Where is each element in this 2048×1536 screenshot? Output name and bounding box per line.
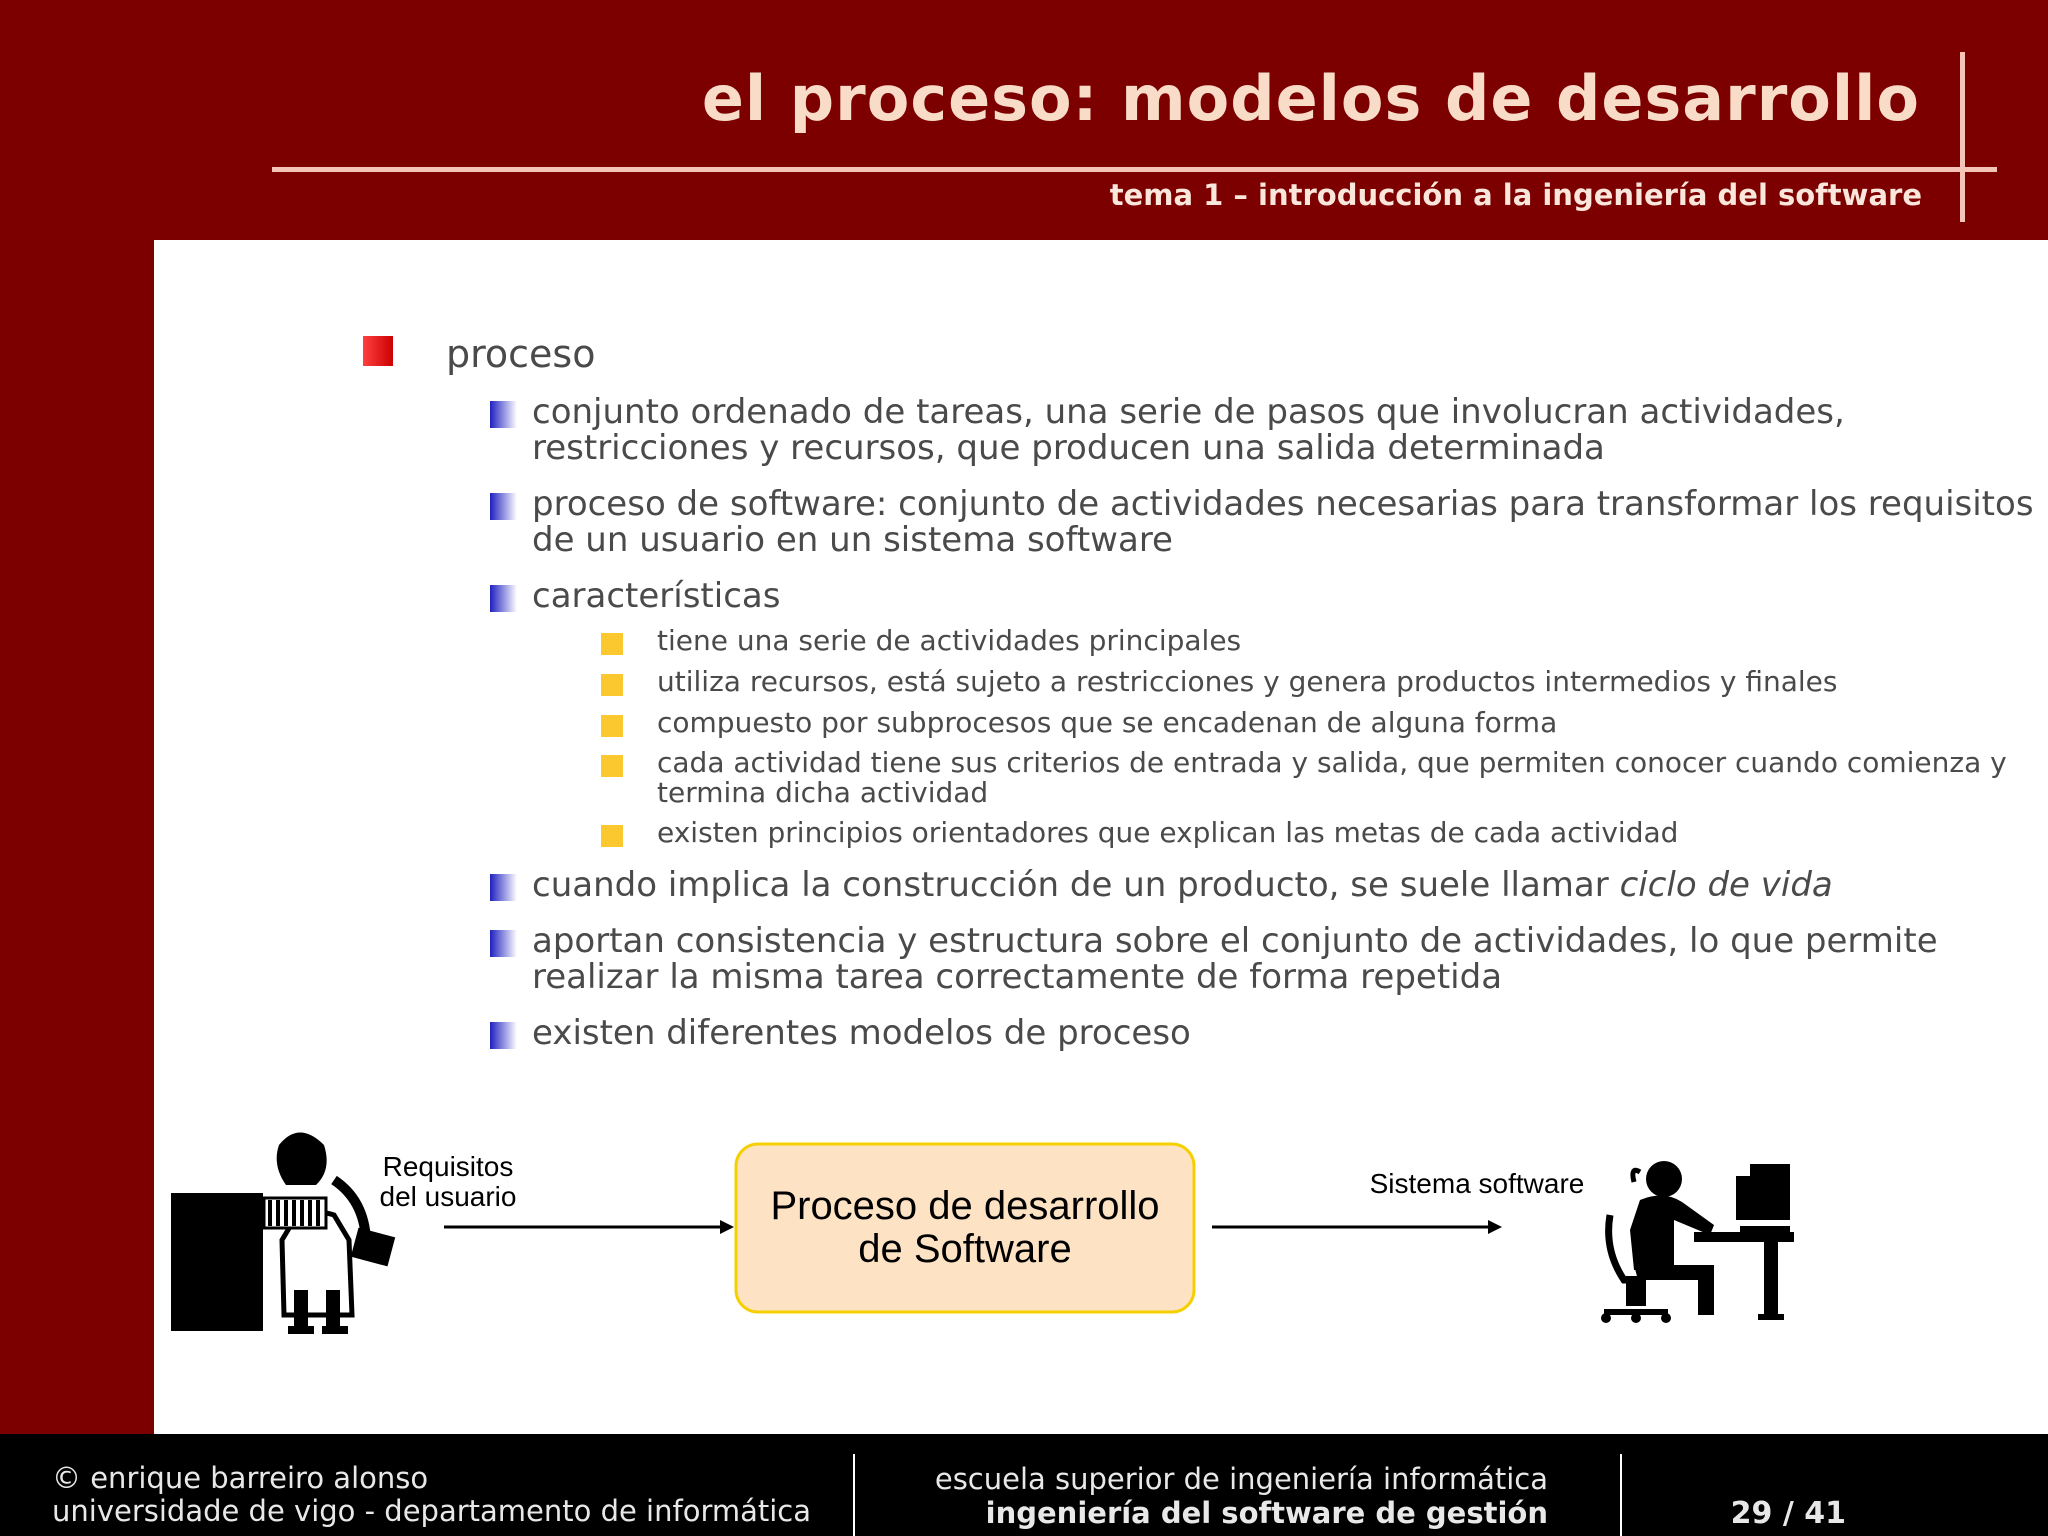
footer-separator bbox=[1620, 1454, 1622, 1536]
input-label-line1: Requisitos bbox=[382, 1151, 514, 1182]
process-label-line2: de Software bbox=[858, 1227, 1072, 1271]
bullet-item: conjunto ordenado de tareas, una serie de pasos que involucran actividades, restricciones y recursos, que producen una salida determinada bbox=[532, 392, 1845, 468]
output-label: Sistema software bbox=[1369, 1168, 1585, 1199]
header-vertical-rule bbox=[1960, 52, 1965, 222]
sub-bullet-item: tiene una serie de actividades principales bbox=[657, 624, 1242, 657]
process-label-line1: Proceso de desarrollo bbox=[770, 1184, 1160, 1228]
sub-bullet-item: utiliza recursos, está sujeto a restricciones y genera productos intermedios y finales bbox=[657, 665, 1838, 698]
bullet-item: proceso de software: conjunto de actividades necesarias para transformar los requisitos de un usuario en un sistema software bbox=[532, 484, 2034, 560]
bullet-item: características bbox=[532, 576, 781, 616]
sub-bullet-item: existen principios orientadores que explican las metas de cada actividad bbox=[657, 816, 1679, 849]
footer-school: escuela superior de ingeniería informática bbox=[934, 1462, 1548, 1496]
footer-author: © enrique barreiro alonso bbox=[52, 1461, 429, 1495]
page-number: 29 / 41 bbox=[1730, 1496, 1846, 1531]
slide-subtitle: tema 1 – introducción a la ingeniería del software bbox=[1109, 178, 1922, 212]
footer-course-block bbox=[935, 1462, 1548, 1530]
bullet-item: existen diferentes modelos de proceso bbox=[532, 1013, 1191, 1053]
slide-header bbox=[0, 0, 2048, 240]
sub-bullet-item: cada actividad tiene sus criterios de entrada y salida, que permiten conocer cuando comienza y termina dicha actividad bbox=[657, 746, 2007, 809]
user-at-computer-icon bbox=[1601, 1161, 1794, 1323]
slide-title: el proceso: modelos de desarrollo bbox=[701, 62, 1920, 135]
content-panel bbox=[154, 240, 2048, 1434]
bullet-heading: proceso bbox=[446, 332, 596, 376]
header-horizontal-rule bbox=[272, 167, 1997, 172]
bullet-item: aportan consistencia y estructura sobre el conjunto de actividades, lo que permite realizar la misma tarea correctamente de forma repetida bbox=[532, 921, 1938, 997]
input-arrow-head-icon bbox=[720, 1220, 734, 1234]
slide-footer bbox=[0, 1434, 2048, 1536]
footer-course: ingeniería del software de gestión bbox=[985, 1496, 1548, 1530]
footer-affiliation: universidade de vigo - departamento de informática bbox=[52, 1494, 812, 1528]
process-diagram bbox=[154, 240, 2048, 1434]
footer-separator bbox=[853, 1454, 855, 1536]
emphasis-text: ciclo de vida bbox=[1619, 865, 1833, 905]
output-arrow-head-icon bbox=[1488, 1220, 1502, 1234]
footer-author-block bbox=[52, 1462, 811, 1528]
bullet-item-text: cuando implica la construcción de un producto, se suele llamar bbox=[532, 865, 1620, 905]
input-label-line2: del usuario bbox=[379, 1181, 517, 1212]
sub-bullet-item: compuesto por subprocesos que se encadenan de alguna forma bbox=[657, 706, 1558, 739]
user-at-filing-cabinet-icon bbox=[171, 1133, 395, 1335]
